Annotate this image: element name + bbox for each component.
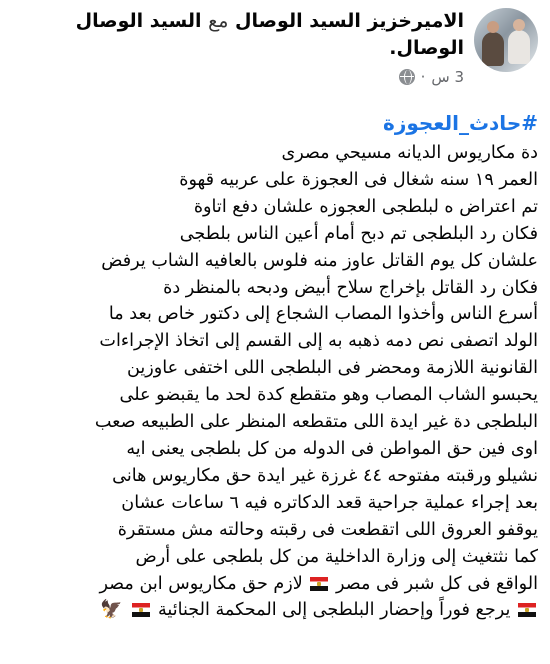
post-line-part: الواقع فى كل شبر فى مصر — [336, 573, 538, 594]
post-line: فكان رد البلطجى تم دبح أمام أعين الناس بلطجى — [179, 223, 538, 244]
post-header — [12, 0, 538, 86]
post-line: بعد إجراء عملية جراحية قعد الدكاتره فيه ٦ ساعات عشان — [121, 492, 538, 513]
post-line: العمر ١٩ سنه شغال فى العجوزة على عربيه قهوة — [179, 169, 538, 190]
post-line-part: يرجع فوراً وإحضار البلطجى إلى المحكمة الجنائية — [157, 600, 511, 621]
globe-icon[interactable] — [399, 69, 415, 85]
meta-separator: · — [420, 68, 426, 86]
post-timestamp[interactable]: 3 س — [431, 68, 464, 86]
with-conjunction: مع — [208, 10, 229, 32]
post-line: أسرع الناس وأخذوا المصاب الشجاع إلى دكتور خاص بعد ما — [108, 304, 538, 325]
post-line: تم اعتراض ه لبلطجى العجوزه علشان دفع اتاوة — [193, 196, 538, 217]
post-title — [12, 8, 464, 62]
tagged-name-link[interactable]: السيد الوصال الوصال. — [75, 10, 464, 59]
post-line-with-flag — [12, 571, 538, 598]
eagle-icon: 🦅 — [100, 599, 123, 621]
hashtag-link[interactable]: #حادث_العجوزة — [383, 111, 538, 135]
post-line: علشان كل يوم القاتل عاوز منه فلوس بالعافيه الشاب يرفض — [101, 250, 538, 271]
post-line: يحبسو الشاب المصاب وهو متقطع كدة لحد ما يقبضو على — [119, 385, 538, 406]
post-meta — [12, 6, 464, 86]
post-line: نشيلو ورقبته مفتوحه ٤٤ غرزة غير ايدة حق مكاريوس هانى — [112, 465, 538, 486]
post-line: البلطجى دة غير ايدة اللى متقطعه المنظر على الطبيعه صعب — [94, 412, 538, 433]
post-body — [12, 140, 538, 624]
post-line: اوى فين حق المواطن فى الدوله من كل بلطجى يعنى ايه — [126, 438, 538, 459]
post-line-part: لازم حق مكاريوس ابن مصر — [99, 573, 303, 594]
author-name-link[interactable]: الاميرخزيز السيد الوصال — [235, 10, 464, 32]
post-line: كما نثتغيث إلى وزارة الداخلية من كل بلطجى على أرض — [135, 546, 538, 567]
post-line: القانونية اللازمة ومحضر فى البلطجى اللى اختفى عاوزين — [126, 358, 538, 379]
post-line: الولد اتصفى نص دمه ذهبه به إلى القسم إلى اتخاذ الإجراءات — [99, 331, 538, 352]
profile-avatar[interactable] — [474, 8, 538, 72]
egypt-flag-icon — [518, 603, 536, 617]
post-line: دة مكاريوس الديانه مسيحي مصرى — [281, 143, 538, 163]
post-line: يوقفو العروق اللى اتقطعت فى رقبته وحالته مش مستقرة — [117, 519, 538, 540]
post-line: فكان رد القاتل بإخراج سلاح أبيض ودبحه بالمنظر دة — [163, 277, 538, 298]
egypt-flag-icon — [310, 577, 328, 591]
egypt-flag-icon — [132, 603, 150, 617]
post-subtitle — [12, 68, 464, 86]
post-line-with-icons — [12, 597, 538, 624]
